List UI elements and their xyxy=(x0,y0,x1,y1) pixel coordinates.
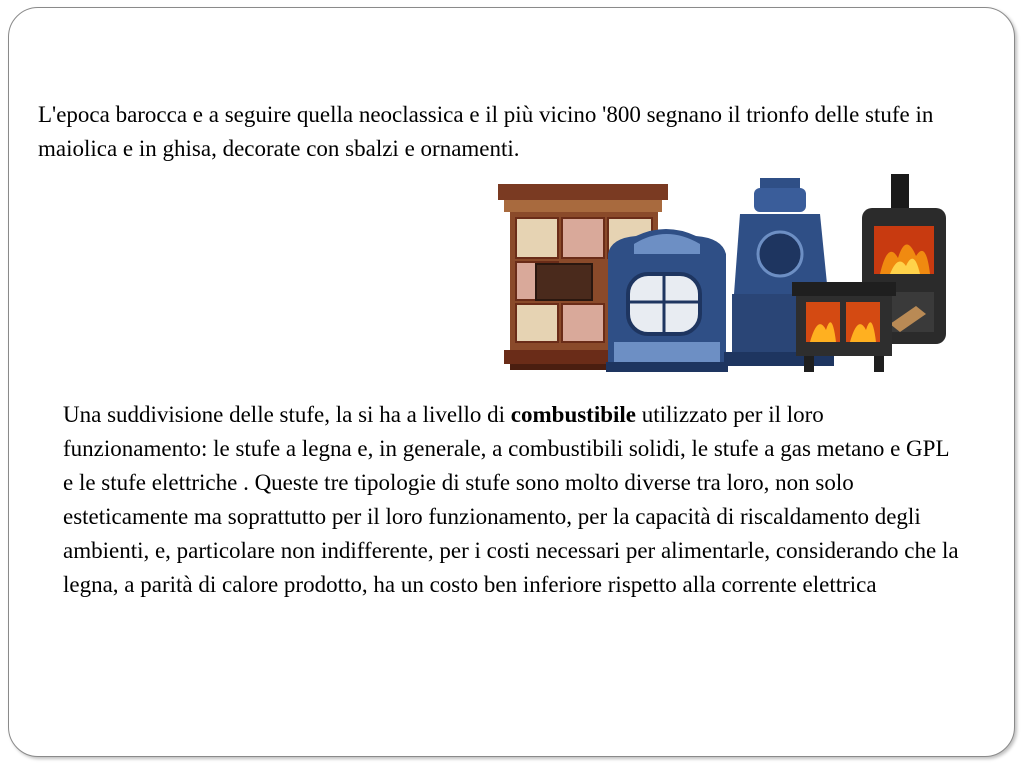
blue-cast-iron-stove xyxy=(606,229,728,372)
wood-burning-stove xyxy=(792,282,896,372)
intro-paragraph: L'epoca barocca e a seguire quella neoclassica e il più vicino '800 segnano il trionfo delle stufe in maiolica e in ghisa, decorate con sbalzi e ornamenti. xyxy=(38,102,934,161)
body-text-before: Una suddivisione delle stufe, la si ha a livello di xyxy=(63,402,511,427)
body-text-after: utilizzato per il loro funzionamento: le stufe a legna e, in generale, a combustibili solidi, le stufe a gas metano e GPL e le stufe elettriche . Queste tre tipologie di stufe sono molto diverse tra loro, non solo esteticamente ma soprattutto per il loro funzionamento, per la capacità di riscaldamento degli ambienti, e, particolare non indifferente, per i costi necessari per alimentarle, considerando che la legna, a parità di calore prodotto, ha un costo ben inferiore rispetto alla corrente elettrica xyxy=(63,402,959,597)
body-paragraph xyxy=(63,398,963,602)
stoves-image xyxy=(496,174,948,384)
body-text-bold: combustibile xyxy=(510,402,637,427)
